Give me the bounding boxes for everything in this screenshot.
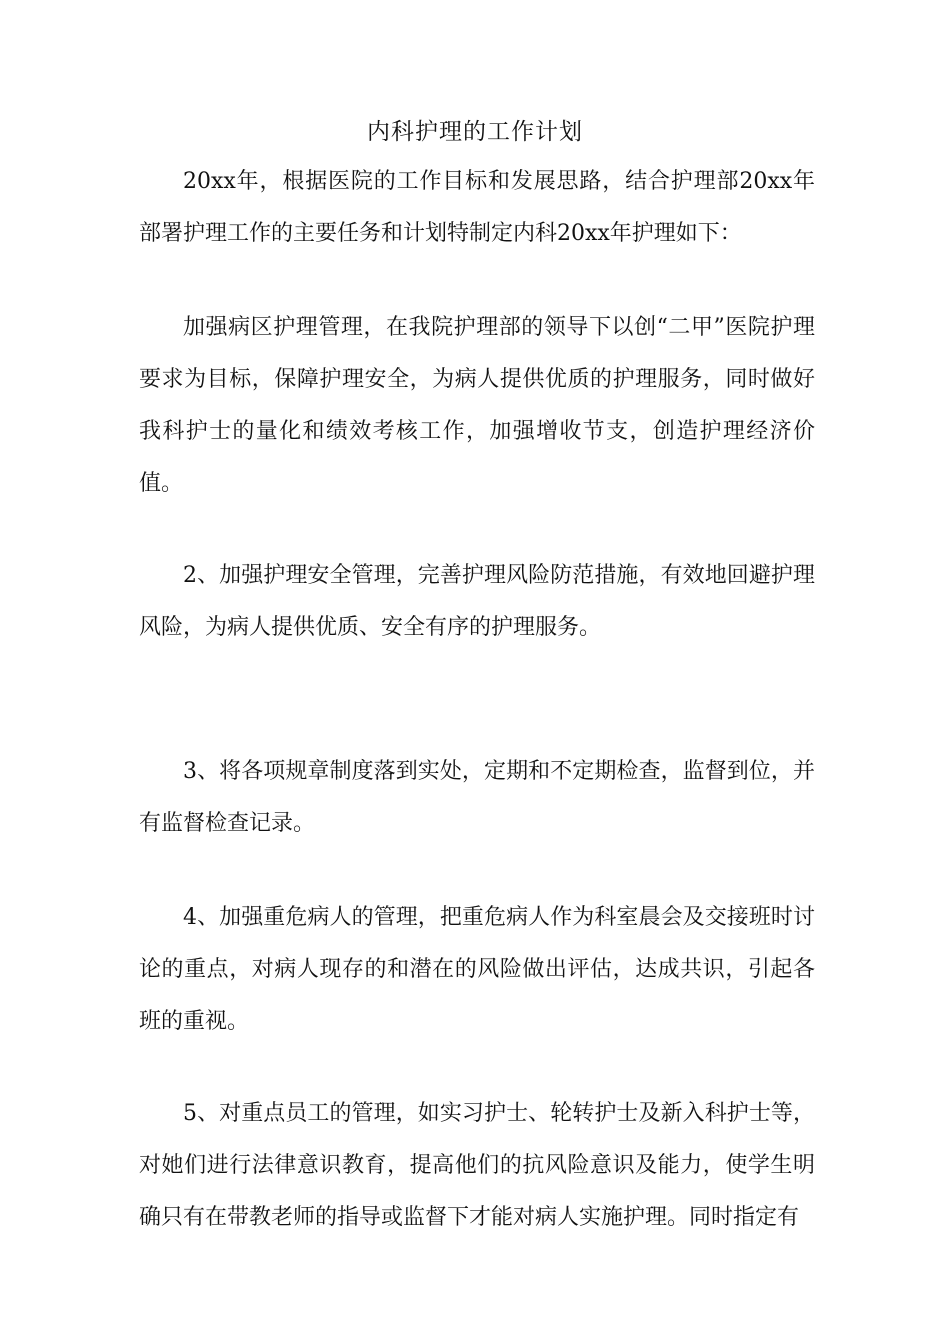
paragraph-item-2: 2、加强护理安全管理，完善护理风险防范措施，有效地回避护理风险，为病人提供优质、安全有序的护理服务。 xyxy=(139,563,815,640)
paragraph-item-3: 3、将各项规章制度落到实处，定期和不定期检查，监督到位，并有监督检查记录。 xyxy=(139,759,815,836)
paragraph-intro: 20xx年，根据医院的工作目标和发展思路，结合护理部20xx年部署护理工作的主要任务和计划特制定内科20xx年护理如下： xyxy=(139,169,815,246)
document-title: 内科护理的工作计划 xyxy=(367,119,583,145)
paragraph-item-5: 5、对重点员工的管理，如实习护士、轮转护士及新入科护士等，对她们进行法律意识教育，提高他们的抗风险意识及能力，使学生明确只有在带教老师的指导或监督下才能对病人实施护理。同时指定有 xyxy=(139,1101,815,1230)
paragraph-item-4: 4、加强重危病人的管理，把重危病人作为科室晨会及交接班时讨论的重点，对病人现存的和潜在的风险做出评估，达成共识，引起各班的重视。 xyxy=(139,905,815,1034)
paragraph-item-1: 加强病区护理管理，在我院护理部的领导下以创“二甲”医院护理要求为目标，保障护理安全，为病人提供优质的护理服务，同时做好我科护士的量化和绩效考核工作，加强增收节支，创造护理经济价值。 xyxy=(139,315,815,496)
